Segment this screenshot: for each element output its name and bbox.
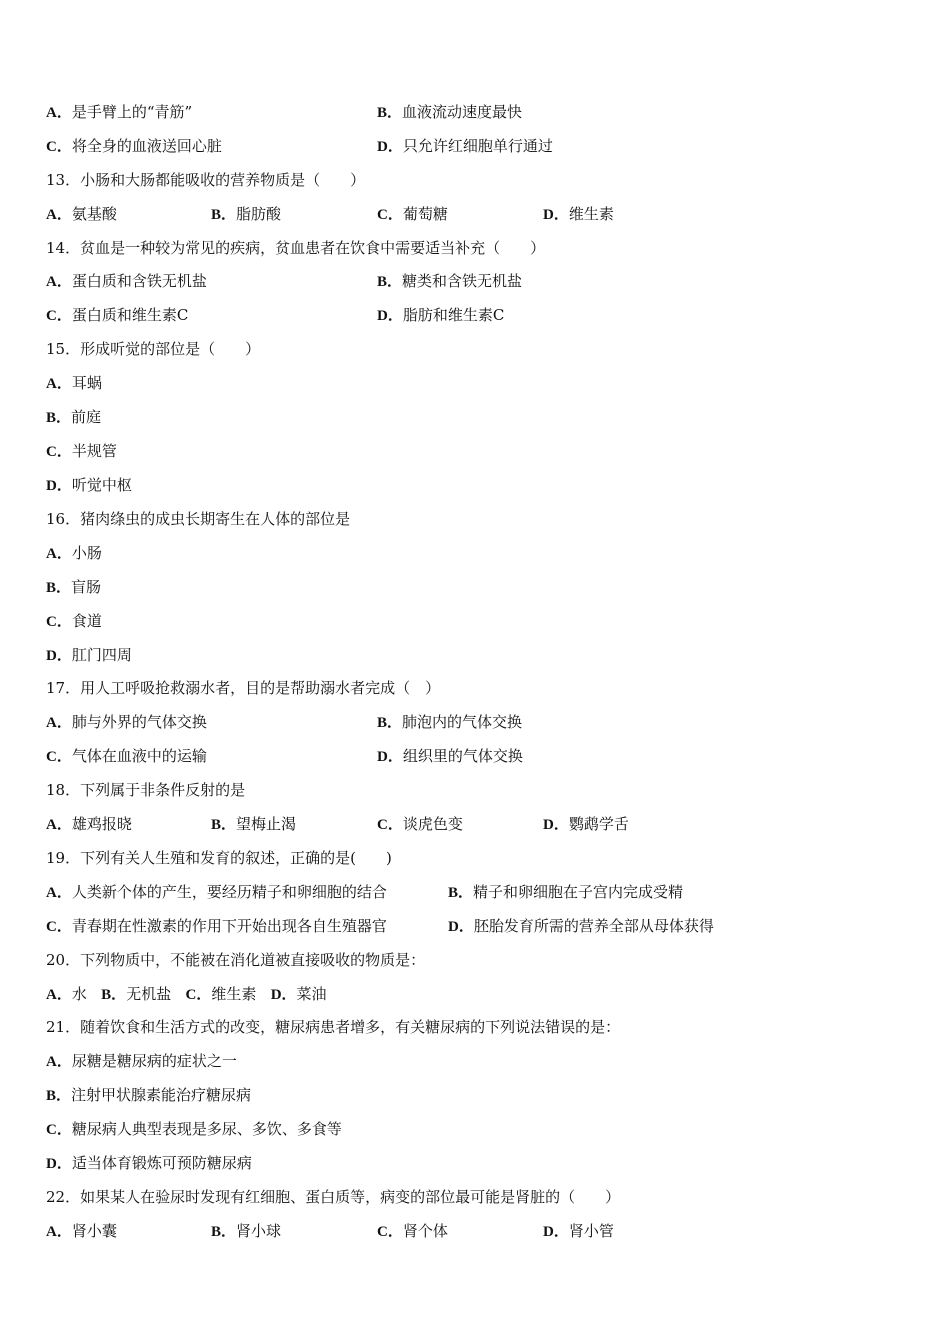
- q20-options: [46, 981, 906, 1007]
- q18-option-d: D．鹦鹉学舌: [543, 815, 629, 833]
- q16-option-a: A．小肠: [46, 544, 102, 562]
- q18-option-a: A．雄鸡报晓: [46, 815, 132, 833]
- q22-stem: 22．如果某人在验尿时发现有红细胞、蛋白质等，病变的部位最可能是肾脏的（ ）: [46, 1188, 621, 1206]
- q19-option-b: B．精子和卵细胞在子宫内完成受精: [448, 883, 684, 901]
- q12-option-c: C．将全身的血液送回心脏: [46, 137, 222, 155]
- q18-option-c: C．谈虎色变: [377, 815, 463, 833]
- q17-options-row-1: [46, 709, 906, 735]
- q19-options-row-1: [46, 879, 906, 905]
- q19-option-d: D．胚胎发育所需的营养全部从母体获得: [448, 917, 714, 935]
- q22-option-d: D．肾小管: [543, 1222, 614, 1240]
- q13-option-b: B．脂肪酸: [211, 205, 282, 223]
- q19-stem: 19．下列有关人生殖和发育的叙述，正确的是( ): [46, 849, 392, 867]
- q14-stem: 14．贫血是一种较为常见的疾病，贫血患者在饮食中需要适当补充（ ）: [46, 239, 546, 257]
- q19-option-c: C．青春期在性激素的作用下开始出现各自生殖器官: [46, 917, 387, 935]
- q17-stem: 17．用人工呼吸抢救溺水者，目的是帮助溺水者完成（ ）: [46, 679, 441, 697]
- q15-option-c: C．半规管: [46, 442, 117, 460]
- q18-stem: 18．下列属于非条件反射的是: [46, 781, 246, 799]
- q17-options-row-2: [46, 743, 906, 769]
- q19-options-row-2: [46, 913, 906, 939]
- q21-option-b: B．注射甲状腺素能治疗糖尿病: [46, 1086, 252, 1104]
- q17-option-b: B．肺泡内的气体交换: [377, 713, 523, 731]
- q16-option-c: C．食道: [46, 612, 102, 630]
- q22-option-b: B．肾小球: [211, 1222, 282, 1240]
- q22-option-c: C．肾个体: [377, 1222, 448, 1240]
- q15-stem: 15．形成听觉的部位是（ ）: [46, 340, 261, 358]
- q20-option-c: C．维生素: [185, 985, 257, 1003]
- q20-option-d: D．菜油: [270, 985, 327, 1003]
- q14-option-a: A．蛋白质和含铁无机盐: [46, 272, 207, 290]
- q12-options-row-1: [46, 99, 906, 125]
- q14-option-d: D．脂肪和维生素C: [377, 306, 505, 324]
- q17-option-c: C．气体在血液中的运输: [46, 747, 207, 765]
- q13-options: [46, 201, 906, 227]
- q15-option-d: D．听觉中枢: [46, 476, 132, 494]
- q14-option-b: B．糖类和含铁无机盐: [377, 272, 523, 290]
- q15-option-a: A．耳蜗: [46, 374, 102, 392]
- q20-option-a: A．水: [46, 985, 87, 1003]
- q14-options-row-1: [46, 268, 906, 294]
- q13-option-a: A．氨基酸: [46, 205, 117, 223]
- q21-option-c: C．糖尿病人典型表现是多尿、多饮、多食等: [46, 1120, 342, 1138]
- q12-option-b: B．血液流动速度最快: [377, 103, 523, 121]
- q22-option-a: A．肾小囊: [46, 1222, 117, 1240]
- q17-option-d: D．组织里的气体交换: [377, 747, 523, 765]
- q12-options-row-2: [46, 133, 906, 159]
- q21-option-a: A．尿糖是糖尿病的症状之一: [46, 1052, 237, 1070]
- q19-option-a: A．人类新个体的产生，要经历精子和卵细胞的结合: [46, 883, 387, 901]
- q15-option-b: B．前庭: [46, 408, 102, 426]
- q18-options: [46, 811, 906, 837]
- q20-option-b: B．无机盐: [101, 985, 172, 1003]
- q14-options-row-2: [46, 302, 906, 328]
- q20-stem: 20．下列物质中，不能被在消化道被直接吸收的物质是：: [46, 951, 426, 969]
- q13-option-c: C．葡萄糖: [377, 205, 448, 223]
- q22-options: [46, 1218, 906, 1244]
- q13-stem: 13．小肠和大肠都能吸收的营养物质是（ ）: [46, 171, 366, 189]
- q12-option-d: D．只允许红细胞单行通过: [377, 137, 553, 155]
- q13-option-d: D．维生素: [543, 205, 614, 223]
- q21-stem: 21．随着饮食和生活方式的改变，糖尿病患者增多，有关糖尿病的下列说法错误的是：: [46, 1018, 621, 1036]
- q16-option-d: D．肛门四周: [46, 646, 132, 664]
- q18-option-b: B．望梅止渴: [211, 815, 297, 833]
- q14-option-c: C．蛋白质和维生素C: [46, 306, 189, 324]
- q17-option-a: A．肺与外界的气体交换: [46, 713, 207, 731]
- q12-option-a: A．是手臂上的“青筋”: [46, 103, 193, 121]
- q16-option-b: B．盲肠: [46, 578, 102, 596]
- q16-stem: 16．猪肉绦虫的成虫长期寄生在人体的部位是: [46, 510, 351, 528]
- q21-option-d: D．适当体育锻炼可预防糖尿病: [46, 1154, 252, 1172]
